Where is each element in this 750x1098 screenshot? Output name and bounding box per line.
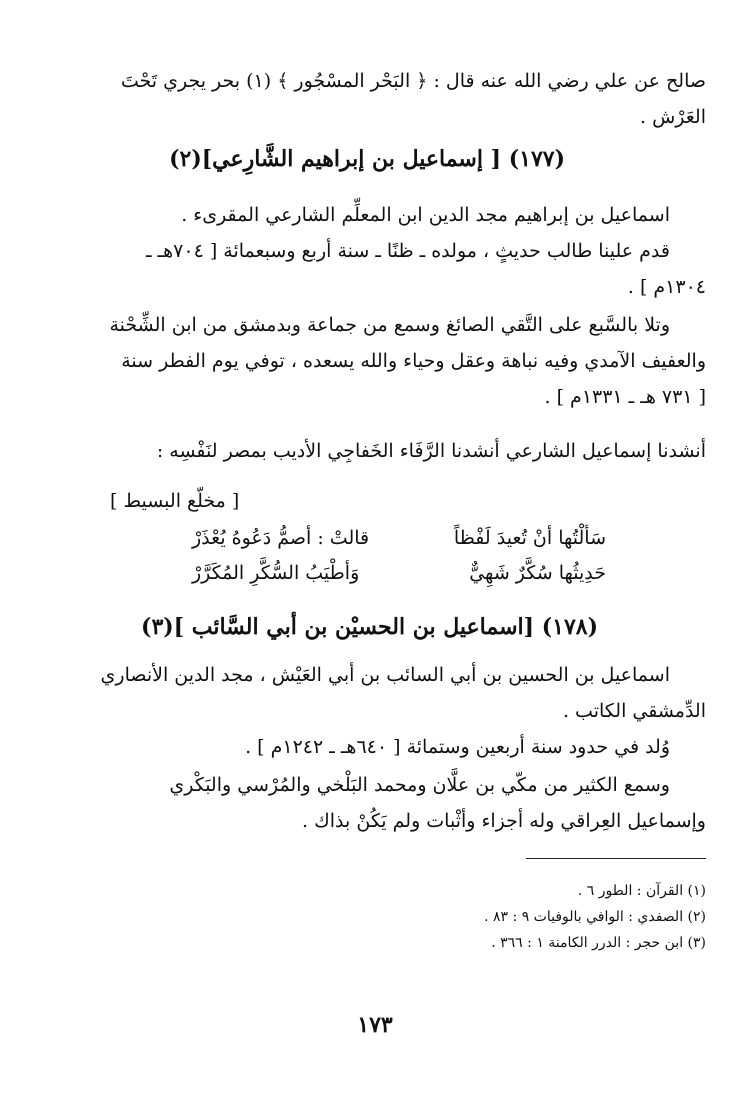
entry-heading-178: (١٧٨) [اسماعيل بن الحسيْن بن أبي السَّائب ](٣)	[141, 614, 598, 640]
poem-verse-part: حَدِيثُها سُكَّرٌ شَهِيٌّ	[469, 562, 606, 584]
footnote: (١) القرآن : الطور ٦ .	[577, 883, 706, 899]
footnote-divider	[526, 858, 706, 859]
intro-line: العَرْش .	[640, 106, 706, 128]
paragraph-line: اسماعيل بن إبراهيم مجد الدين ابن المعلِّم الشارعي المقرىء .	[181, 204, 670, 226]
paragraph-line: أنشدنا إسماعيل الشارعي أنشدنا الرَّفَاء الخَفاجِي الأديب بمصر لنَفْسِه :	[156, 440, 706, 462]
footnote: (٢) الصفدي : الوافي بالوفيات ٩ : ٨٣ .	[484, 909, 706, 925]
paragraph-line: وإسماعيل العِراقي وله أجزاء وأثْبات ولم يَكُنْ بذاك .	[302, 810, 706, 832]
entry-heading-177: (١٧٧) [ إسماعيل بن إبراهيم الشَّارِعي](٢)	[169, 146, 565, 172]
paragraph-line: قدم علينا طالب حديثٍ ، مولده ـ ظنًا ـ سنة أربع وسبعمائة [ ٧٠٤هـ ـ	[145, 240, 670, 262]
poem-meter: [ مخلّع البسيط ]	[110, 490, 240, 512]
paragraph-line: [ ٧٣١ هـ ـ ١٣٣١م ] .	[544, 386, 706, 408]
poem-verse-part: سَألْتُها أنْ تُعيدَ لَفْظاً	[453, 527, 606, 549]
paragraph-line: والعفيف الآمدي وفيه نباهة وعقل وحياء والله يسعده ، توفي يوم الفطر سنة	[121, 350, 706, 372]
paragraph-line: وُلد في حدود سنة أربعين وستمائة [ ٦٤٠هـ ـ ١٢٤٢م ] .	[245, 736, 670, 758]
paragraph-line: اسماعيل بن الحسين بن أبي السائب بن أبي العَيْش ، مجد الدين الأنصاري	[100, 664, 670, 686]
paragraph-line: الدِّمشقي الكاتب .	[562, 700, 706, 722]
paragraph-line: وسمع الكثير من مكّي بن علَّان ومحمد البَلْخي والمُرْسي والبَكْري	[169, 774, 670, 796]
intro-line: صالح عن علي رضي الله عنه قال : ﴿ البَحْر المسْجُور ﴾ (١) بحر يجري تَحْتَ	[120, 70, 706, 92]
paragraph-line: ١٣٠٤م ] .	[627, 276, 706, 298]
poem-verse-part: وَأطْيَبُ السُّكَّرِ المُكَرَّرْ	[192, 562, 360, 584]
paragraph-line: وتلا بالسَّبع على التَّقي الصائغ وسمع من جماعة وبدمشق من ابن الشِّحْنة	[109, 314, 670, 336]
page-number: ١٧٣	[357, 1012, 393, 1038]
poem-verse-part: قالتْ : أصمُّ دَعُوهُ يُعْذَرْ	[192, 527, 370, 549]
footnote: (٣) ابن حجر : الدرر الكامنة ١ : ٣٦٦ .	[491, 935, 706, 951]
